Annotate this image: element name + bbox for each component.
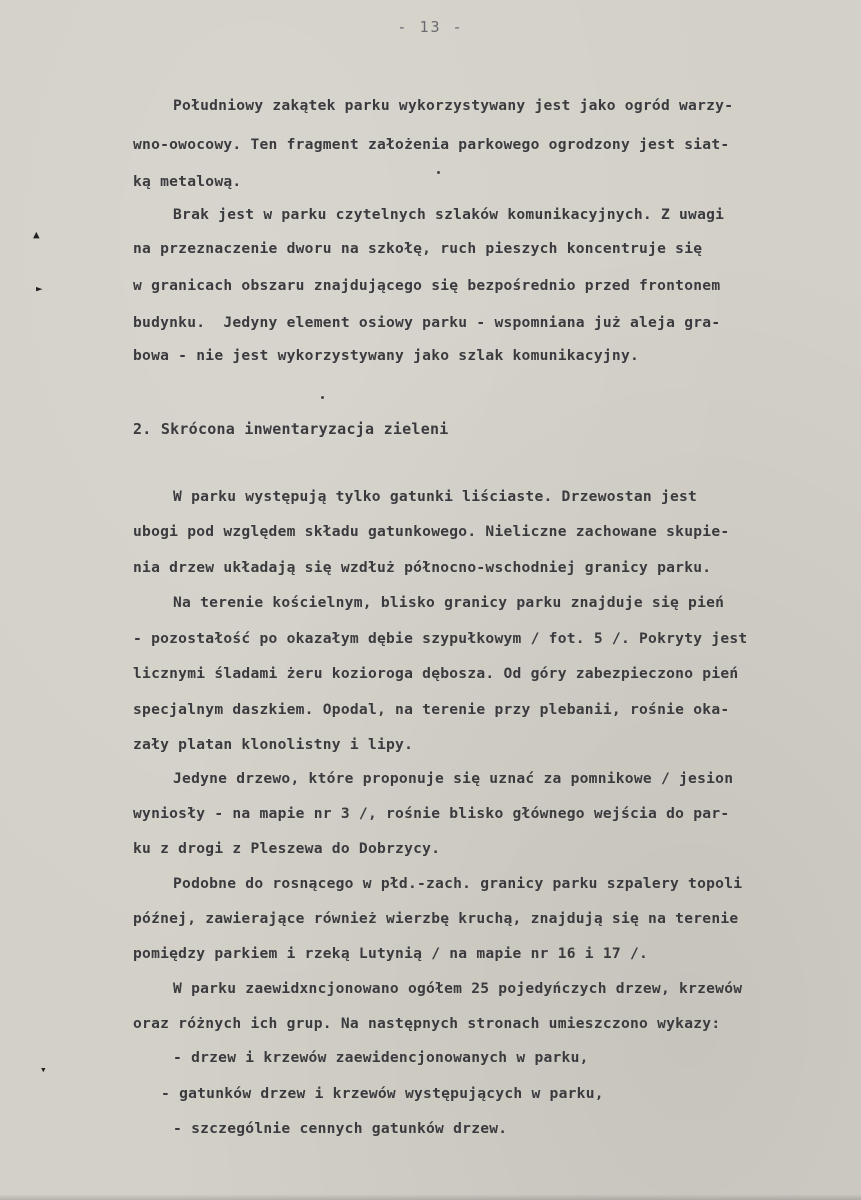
page-edge-shadow (0, 1194, 861, 1200)
text-line: licznymi śladami żeru kozioroga dębosza. Od góry zabezpieczono pień (133, 665, 739, 682)
text-line: Podobne do rosnącego w płd.-zach. granicy parku szpalery topoli (173, 875, 743, 892)
text-line: późnej, zawierające również wierzbę kruchą, znajdują się na terenie (133, 910, 739, 927)
ink-speck (321, 396, 324, 399)
text-line: W parku zaewidxncjonowano ogółem 25 pojedyńczych drzew, krzewów (173, 980, 743, 997)
text-line: Południowy zakątek parku wykorzystywany jest jako ogród warzy- (173, 97, 734, 114)
text-line: Na terenie kościelnym, blisko granicy parku znajduje się pień (173, 594, 725, 611)
section-heading: 2. Skrócona inwentaryzacja zieleni (133, 420, 449, 438)
text-line: nia drzew układają się wzdłuż północno-wschodniej granicy parku. (133, 559, 712, 576)
text-line: budynku. Jedyny element osiowy parku - wspomniana już aleja gra- (133, 314, 721, 331)
text-line: na przeznaczenie dworu na szkołę, ruch pieszych koncentruje się (133, 240, 703, 257)
page-number: - 13 - (397, 18, 464, 36)
margin-mark-icon: ► (36, 282, 43, 295)
text-line: zały platan klonolistny i lipy. (133, 736, 414, 753)
list-item: - drzew i krzewów zaewidencjonowanych w parku, (173, 1049, 589, 1066)
ink-speck (437, 171, 440, 174)
text-line: oraz różnych ich grup. Na następnych stronach umieszczono wykazy: (133, 1015, 721, 1032)
text-line: specjalnym daszkiem. Opodal, na terenie przy plebanii, rośnie oka- (133, 701, 730, 718)
list-item: - szczególnie cennych gatunków drzew. (173, 1120, 508, 1137)
text-line: - pozostałość po okazałym dębie szypułkowym / fot. 5 /. Pokryty jest (133, 630, 748, 647)
text-line: ku z drogi z Pleszewa do Dobrzycy. (133, 840, 441, 857)
margin-mark-icon: ▾ (40, 1063, 47, 1076)
text-line: w granicach obszaru znajdującego się bezpośrednio przed frontonem (133, 277, 721, 294)
text-line: ubogi pod względem składu gatunkowego. Nieliczne zachowane skupie- (133, 523, 730, 540)
text-line: pomiędzy parkiem i rzeką Lutynią / na mapie nr 16 i 17 /. (133, 945, 649, 962)
text-line: ką metalową. (133, 173, 242, 190)
text-line: wyniosły - na mapie nr 3 /, rośnie blisko głównego wejścia do par- (133, 805, 730, 822)
text-line: wno-owocowy. Ten fragment założenia parkowego ogrodzony jest siat- (133, 136, 730, 153)
text-line: Brak jest w parku czytelnych szlaków komunikacyjnych. Z uwagi (173, 206, 725, 223)
margin-mark-icon: ▲ (33, 228, 40, 241)
text-line: W parku występują tylko gatunki liściaste. Drzewostan jest (173, 488, 698, 505)
text-line: Jedyne drzewo, które proponuje się uznać za pomnikowe / jesion (173, 770, 734, 787)
list-item: - gatunków drzew i krzewów występujących w parku, (161, 1085, 604, 1102)
text-line: bowa - nie jest wykorzystywany jako szlak komunikacyjny. (133, 347, 640, 364)
